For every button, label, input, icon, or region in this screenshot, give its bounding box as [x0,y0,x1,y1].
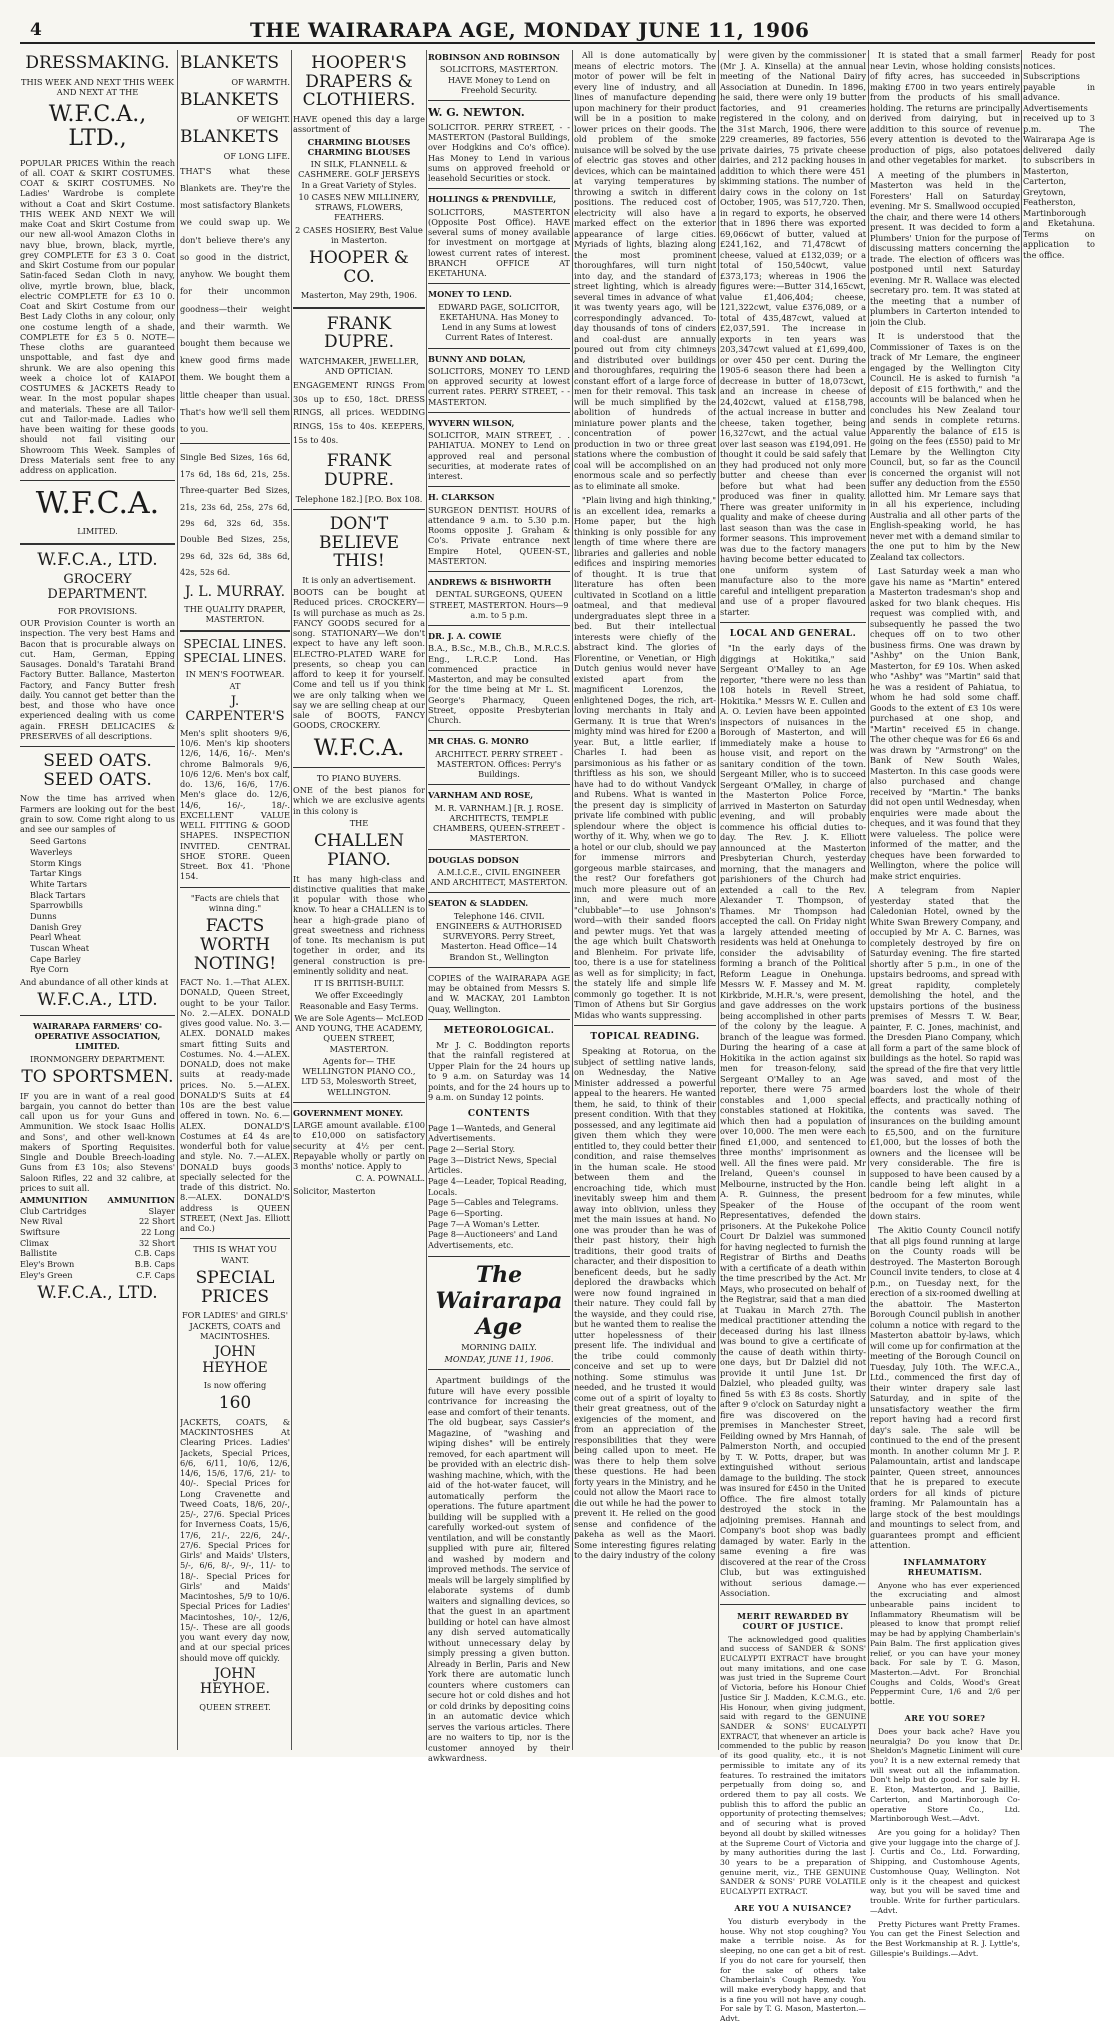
topical-reading-body: Speaking at Rotorua, on the subject of settling native lands, on Wednesday, the Native Minister addressed a powerful appeal to the hearers. He wanted them, he said, to think of their present condition. With that they possessed, and any legitimate aid given them which they were entitled to, they could better their condition, and raise themselves in the human scale. He stood between them and the encroaching tide, which must inevitably sweep him and them away into oblivion, unless they met the main issues at hand. No one was prouder than he was of their past history, their high traditions, their good traits of character, and their disposition to beneficent deeds, but he sadly deplored the drawbacks which were now found ingrained in their nature. They could fall by the wayside, and they could rise, but he wanted them to realise the utter hopelessness of their present life. The individual and the tribe could commonly conceive and set up to were nothing. Some stimulus was needed, and he trusted it would come out of a spirit of loyalty to their great greatness, out of the exigencies of the moment, and from an appreciation of the responsibilities that they were being called upon to meet. He was there to help them solve these questions. He had been forty years in the Ministry, and he could not allow the Maori race to die out while he had the power to prevent it. He relied on the good sense and confidence of the pakeha as well as the Maori. Some interesting figures relating to the dairy industry of the colony [574,1046,716,1560]
newton-body: SOLICITOR. PERRY STREET, - - MASTERTON (Pastoral Buildings, over Hodgkins and Co's office). Has Money to Lend in various sums on approved freehold or leasehold Securities or stock. [428,121,570,183]
list-item: Waverleys [30,847,73,858]
agents-for: Agents for— THE WELLINGTON PIANO CO., LTD 53, Molesworth Street, WELLINGTON. [301,1055,417,1097]
copies-notice: COPIES of the WAIRARAPA AGE may be obtained from Messrs S. and W. MACKAY, 201 Lambton Quay, Wellington. [428,972,570,1014]
column-1 [20,50,175,1307]
challen-title: CHALLEN PIANO. [314,831,404,870]
table-cell: C.F. Caps [136,1269,175,1280]
morning-daily: MORNING DAILY. [461,1341,537,1352]
government-money: GOVERNMENT MONEY. [293,1107,404,1118]
sportsmen-body: IF you are in want of a real good bargain, you cannot do better than call upon us for your Guns and Ammunition. We stock Isaac Hollis and Sons', and other well-known makers of Sporting Requisites. Single and Double Breech-loading Guns from £3 10s; also Stevens' Saloon Rifles, 22 and 32 calibre, at prices to suit all. [20,1090,175,1193]
bunny-title: BUNNY AND DOLAN, [428,353,526,364]
table-cell: B.B. Caps [134,1259,175,1270]
piano-buyers: TO PIANO BUYERS. [316,772,402,783]
column-4 [428,50,570,1768]
list-item: Seed Gartons [30,836,87,847]
list-item: Pearl Wheat [30,932,81,943]
napier-fire: A telegram from Napier yesterday stated that the Caledonian Hotel, owned by the White Swan Brewery Company, and occupied by Mr A. C. Barnes, was completely destroyed by fire on Saturday evening. The fire started shortly after 5 p.m., in one of the upstairs bedrooms, and spread with great rapidity, completely demolishing the hotel, and the upstairs portions of the business premises of Messrs T. W. Bear, painter, F. C. Jones, machinist, and the Dresden Piano Company, which all form a part of the same block of buildings as the hotel. So rapid was the spread of the fire that very little was saved, and most of the boarders lost the whole of their effects, and practically nothing of the contents was saved. The insurances on the building amount to £5,500, and on the furniture £1,000, but the losses of both the owners and the licensee will be very considerable. The fire is supposed to have been caused by a candle being left alight in a bedroom for a few minutes, while the occupant of the room went down stairs. [870,885,1020,1221]
government-money-body: LARGE amount available. £100 to £10,000 on satisfactory security at 4½ per cent. Repayable wholly or partly on 3 months' notice. Apply to [293,1120,425,1171]
list-item: Tuscan Wheat [30,943,89,954]
page-number: 4 [30,20,42,40]
newspaper-title: THE WAIRARAPA AGE, MONDAY JUNE 11, 1906 [250,18,810,42]
dont-believe-body: BOOTS can be bought at Reduced prices. CROCKERY—Is will purchase as much as 2s. FANCY GOODS secured for a song. STATIONARY—We don't expect to have any left soon. ELECTRO-PLATED WARE for presents, so cheap you can afford to keep it for yourself. Come and tell us if you think we are only talking when we say we are selling cheap at our sale of BOOTS, FANCY GOODS, CROCKERY. [293,587,425,731]
dressmaking-body: POPULAR PRICES Within the reach of all. COAT & SKIRT COSTUMES. COAT & SKIRT COSTUMES. No Ladies' Wardrobe is complete without a Coat and Skirt Costume. THIS WEEK AND NEXT We will make Coat and Skirt Costume from our new all-wool Amazon Cloths in navy blue, brown, black, myrtle, grey COMPLETE for £3 3 0. Coat and Skirt Costume from our popular Satin-faced Sedan Cloth in navy, olive, myrtle brown, blue, black, electric COMPLETE for £3 10 0. Coat and Skirt Costume from our Best Lady Cloths in any colour, only one costume length of a shade, COMPLETE for £3 5 0. NOTE—These cloths are guaranteed unspottable, and fast dye and shrunk. We are also opening this week a choice lot of KAIAPOI COSTUMES & JACKETS Ready to wear. In the most popular shapes and materials. These are all Tailor-cut and Tailor-made. Ladies who have been waiting for these goods should not fail visiting our Showroom This Week. Samples of Dress Materials sent free to any address on application. [20,157,175,476]
blankets-sub-2: OF WEIGHT. [236,113,290,124]
money-body: EDWARD PAGE, SOLICITOR, EKETAHUNA. Has Money to Lend in any Sums at lowest Current Rates of Interest. [438,301,560,343]
table-cell: Club Cartridges [20,1205,87,1216]
table-cell: New Rival [20,1216,63,1227]
merit-heading: MERIT REWARDED BY COURT OF JUSTICE. [737,1610,849,1631]
list-item: Storm Kings [30,857,82,868]
blankets-heading-1: BLANKETS [180,53,280,73]
heyhoe-end: JOHN HEYHOE. [199,1665,271,1698]
column-rule [177,50,178,1750]
meteorological-body: Mr J. C. Boddington reports that the rainfall registered at Upper Plain for the 24 hours up to 9 a.m. on Saturday was 14 points, and for the 24 hours up to 9 a.m. on Sunday 12 points. [428,1039,570,1103]
list-item: Black Tartars [30,889,86,900]
column-rule [426,50,427,1750]
column-rule [1021,50,1022,1750]
pownall-address: Solicitor, Masterton [293,1185,376,1196]
table-cell: 22 Long [141,1227,175,1238]
table-cell: Eley's Green [20,1269,73,1280]
list-item: Cape Barley [30,953,81,964]
monro-title: MR CHAS. G. MONRO [428,736,529,747]
engagement-rings: ENGAGEMENT RINGS From 30s up to £50, 18ct. DRESS RINGS, all prices. WEDDING RINGS, 15s to 40s. KEEPERS, 15s to 40s. [293,379,425,446]
mens-footwear: IN MEN'S FOOTWEAR. [185,668,285,679]
list-item: Sparrowbills [30,900,83,911]
challen-body: It has many high-class and distinctive qualities that make it popular with those who know. To hear a CHALLEN is to hear a high-grade piano of great sweetness and richness of tone. Its mechanism is put together in order, and its general construction is pre-eminently solidity and neat. [293,873,425,976]
seed-oats-body: Now the time has arrived when Farmers are looking out for the best grain to sow. Come right along to us and see our samples of [20,793,175,835]
table-cell: Slayer [148,1205,175,1216]
british-built: IT IS BRITISH-BUILT. [313,978,405,988]
wfca-logo: W.F.C.A. [35,486,160,522]
seaton-title: SEATON & SLADDEN. [428,898,529,909]
murray-name: J. L. MURRAY. [184,583,286,600]
facts-heading: FACTS WORTH NOTING! [193,916,277,974]
blankets-sub-1: OF WARMTH. [231,76,290,87]
wfca-limited: LIMITED. [77,526,118,537]
at-label: AT [229,681,241,692]
list-item: Danish Grey [30,921,82,932]
council-notices: The Akitio County Council notify that all pigs found running at large on the County roads will be destroyed. The Masterton Borough Council invite tenders, to close at 4 p.m., on Tuesday next, for the erection of a six-roomed dwelling at the abattoir. The Masterton Borough Council publish in another column a notice with regard to the Masterton abattoir by-laws, which will come up for confirmation at the meeting of the Borough Council on Tuesday, July 10th. The W.F.C.A., Ltd., commenced the first day of their winter drapery sale last Saturday, and in spite of the unsatisfactory weather the firm report having had a record first day's sale. The sale will be continued to the end of the present month. In another column Mr J. P. Palamountain, artist and landscape painter, Queen street, announces that he is prepared to execute orders for all kinds of picture framing. Mr Palamountain has a large stock of the best mouldings and mountings to select from, and guarantees prompt and efficient attention. [870,1225,1020,1550]
table-cell: Ballistite [20,1248,57,1259]
seed-oats-title: SEED OATS. SEED OATS. [43,751,152,790]
column-rule [291,50,292,1750]
table-row [20,1270,175,1281]
plain-living-article: "Plain living and high thinking," is an excellent idea, remarks a Home paper, but the high thinking is only possible for any length of time where there are libraries and galleries and noble edifices and inspiring memories of thought. It is true that literature has often been cultivated in Scotland on a little oatmeal, and that medieval undergraduates slept three in a bed. But their intellectual interests were chiefly of the abstract kind. The glories of Florentine, or Venetian, or High Dutch genius would never have existed apart from the magnificent Lorenzos, the enlightened Doges, the rich, art-loving merchants in Italy and Germany. It is true that Wren's mighty mind was hired for £200 a year. But, a little earlier, if Charles I. had been as parsimonious as his father or as thriftless as his son, we should have had to do without Vandyck and Rubens. What is wanted in the present day is simplicity of private life combined with public splendour where the object is worthy of it. Why, when we go to a hotel or our club, should we pay for immense mirrors and gorgeous marble staircases, and the rest? Our forefathers got much more pleasure out of an inn, and were much more "clubbable"—to use Johnson's word—with their sanded floors and pewter mugs. Yet that was the age which built Chatsworth and Blenheim. For private life, too, there is a use for stateliness as well as for simplicity; in fact, the stately life and simple life commonly go together. It is not Timon of Athens but Sir Gorgius Midas who wants suppressing. [574,495,716,1020]
seaton-body: Telephone 146. CIVIL ENGINEERS & AUTHORISED SURVEYORS. Perry Street, Masterton. Head Office—14 Brandon St., Wellington [436,910,562,962]
meteorological-heading: METEOROLOGICAL. [443,1025,555,1036]
special-lines: SPECIAL LINES. SPECIAL LINES. [183,637,287,665]
column-3 [293,50,425,1198]
masthead-rule [20,42,1095,44]
inflammatory-heading: INFLAMMATORY RHEUMATISM. [903,1556,987,1577]
heyhoe-body: JACKETS, COATS, & MACKINTOSHES At Clearing Prices. Ladies' Jackets, Special Prices, 6/6, 6/11, 10/6, 12/6, 14/6, 15/6, 17/6, 21/- to 40/-. Special Prices for Long Cravenette and Tweed Coats, 18/6, 20/-, 25/-, 27/6. Special Prices for Inverness Coats, 15/6, 17/6, 21/-, 22/6, 24/-, 27/6. Special Prices for Girls' and Maids' Ulsters, 5/-, 6/6, 8/-, 9/-, 11/- to 18/-. Special Prices for Girls' and Maids' Macintoshes, 5/9 to 10/6. Special Prices for Ladies' Macintoshes, 10/-, 12/6, 15/-. These are all goods you want every day now, and at our special prices should move off quickly. [180,1416,290,1663]
sore-heading: ARE YOU SORE? [904,1712,986,1723]
dupre-title-2: FRANK DUPRE. [323,451,394,490]
grocery-department: GROCERY DEPARTMENT. [47,572,148,602]
robinson-title: ROBINSON AND ROBINSON [428,52,561,62]
local-general-heading: LOCAL AND GENERAL. [729,629,857,639]
carpenter-name: J. CARPENTER'S [185,694,285,724]
grocery-company: W.F.C.A., LTD. [37,549,158,570]
carpenter-body: Men's split shooters 9/6, 10/6. Men's kip shooters 12/6, 14/6, 16/-. Men's chrome Balmorals 9/6, 10/6 12/6. Men's box calf, do. 13/6, 16/6, 17/6. Men's glace do. 12/6, 14/6, 16/-, 18/-. EXCELLENT VALUE WELL FITTING & GOOD SHAPES. INSPECTION INVITED. CENTRAL SHOE STORE. Queen Street. Box 41. 'Phone 154. [180,727,290,882]
monro-body: ARCHITECT. PERRY STREET - MASTERTON. Offices: Perry's Buildings. [435,748,563,779]
local-general-body: "In the early days of the diggings at Hokitika," said Sergeant O'Malley to an Age reporter, "there were no less than 108 hotels in Revell Street, Hokitika." Messrs W. E. Cullen and A. O. Levien have been appointed inspectors of nuisances in the Borough of Masterton, and will immediately make a house to house visit, and report on the sanitary condition of the town. Sergeant Miller, who is to succeed Sergeant O'Malley, in charge of the Masterton Police Force, arrived in Masterton on Saturday evening, and will probably commence his official duties to-day. The Rev. J. K. Elliott announced at the Masterton Presbyterian Church, yesterday morning, that the managers and parishioners of the Church had extended a call to the Rev. Alexander T. Thompson, of Thames. Mr Thompson had accepted the call. On Friday night a largely attended meeting of residents was held at Onehunga to consider the advisability of forming a branch of the Political Reform League in Onehunga. Messrs W. F. Massey and M. M. Kirkbride, M.H.R.'s, were present, and gave addresses on the work being accomplished in other parts of the colony by the league. A branch of the league was formed. During the hearing of a case at Hokitika in the action against six men for treason-felony, said Sergeant O'Malley to an Age reporter, there were 75 armed constables and 1,000 special constables stationed at Hokitika, which then had a population of over 10,000. The men were each fined £1,000, and sentenced to three months' imprisonment as well. All the fines were paid. Mr Ireland, Queen's counsel in Melbourne, instructed by the Hon. A. R. Guinness, the present Speaker of the House of Representatives, defended the prisoners. At the Pukekohe Police Court Dr Dalziel was summoned for having neglected to furnish the Registrar of Births and Deaths with a certificate of a death within the time prescribed by the Act. Mr Mays, who prosecuted on behalf of the Registrar, said that a man died at Tuakau in March 27th. The medical practitioner attending the deceased during his last illness was bound to give a certificate of the cause of death within thirty-one days, but Dr Dalziel did not provide it until June 1st. Dr Dalziel, who pleaded guilty, was fined 5s with £3 8s costs. Shortly after 9 o'clock on Saturday night a fire was discovered on the premises in Manchester Street, Feilding owned by Mrs Hannah, of Palmerston North, and occupied by T. W. Potts, draper, but was extinguished without serious damage to the building. The stock was insured for £450 in the United Office. The fire almost totally destroyed the stock in the adjoining premises. Hannah and Company's boot shop was badly damaged by water. Early in the same evening a fire was discovered at the rear of the Cross Club, but was extinguished without serious damage.—Association. [720,643,866,1598]
hoopers-title: HOOPER'S DRAPERS & CLOTHIERS. [302,53,416,111]
table-row [20,1206,175,1217]
levin-farmer: It is stated that a small farmer near Levin, whose holding consists of fifty acres, has succeeded in making £700 in two years entirely from the products of his small holding. The returns are principally derived from dairying, but in addition to this source of revenue every attention is devoted to the production of pigs, also potatoes and other vegetables for market. [870,50,1020,165]
table-row [20,1227,175,1238]
ammunition-col-2: AMMUNITION [107,1195,175,1206]
blouses-sub: IN SILK, FLANNELL & CASHMERE. GOLF JERSEYS In a Great Variety of Styles. [298,159,420,190]
blankets-body: THAT'S what these Blankets are. They're the most satisfactory Blankets we could swap up. We don't believe there's any so good in the district, anyhow. We bought them for their uncommon goodness—their weight and their warmth. We bought them because we knew good firms made them. We bought them a little cheaper than usual. That's how we'll sell them to you. [180,165,290,435]
dupre-title: FRANK DUPRE. [323,313,394,353]
list-item: Tartar Kings [30,868,82,879]
hoopers-body: HAVE opened this day a large assortment of [293,114,425,135]
sportsmen-title: TO SPORTSMEN. [21,1066,174,1087]
pownall: C. A. POWNALL. [355,1173,425,1184]
column-5 [574,50,716,1565]
column-6 [720,50,866,2028]
masthead [0,20,1114,42]
table-cell: C.B. Caps [134,1248,175,1259]
robinson-body: SOLICITORS, MASTERTON. HAVE Money to Lend on Freehold Security. [439,64,559,95]
newton-title: W. G. NEWTON. [428,106,525,119]
table-row [20,1259,175,1270]
money-title: MONEY TO LEND. [428,289,512,300]
list-item: Rye Corn [30,964,69,975]
column-rule [572,50,573,1750]
nuisance-body: You disturb everybody in the house. Why not stop coughing? You make a terrible noise. As for sleeping, no one can get a bit of rest. If you do not care for yourself, then for the sake of others take Chamberlain's Cough Remedy. You will make everybody happy, and that is a fine you will not have any cough. For sale by T. G. Mason, Masterton.—Advt. [720,1916,866,2024]
list-item: Page 2—Serial Story. [428,1144,516,1155]
wfca-ltd-footer: W.F.C.A., LTD. [37,1283,158,1304]
andrews-title: ANDREWS & BISHWORTH [428,577,552,587]
frames-notice: Pretty Pictures want Pretty Frames. You can get the Finest Selection and the Best Workmanship at R. J. Lyttle's, Gillespie's Buildings.—Advt. [870,1919,1020,1958]
dupre-sub: WATCHMAKER, JEWELLER, AND OPTICIAN. [299,356,419,377]
nuisance-heading: ARE YOU A NUISANCE? [734,1902,852,1913]
hollings-title: HOLLINGS & PRENDVILLE, [428,194,557,205]
ammunition-col-1: AMMUNITION [20,1195,88,1206]
wfca-ltd: W.F.C.A., LTD. [37,990,158,1011]
clarkson-title: H. CLARKSON [428,492,495,503]
table-cell: 22 Short [138,1216,175,1227]
coop-association: WAIRARAPA FARMERS' CO-OPERATIVE ASSOCIATION, LIMITED. [32,1020,163,1052]
contents-list [428,1123,570,1251]
seed-oats-end: And abundance of all other kinds at [20,977,169,987]
contents-heading: CONTENTS [467,1108,531,1119]
special-prices: SPECIAL PRICES [195,1267,275,1307]
column-rule [868,50,869,1750]
varnham-body: M. R. VARNHAM.] [R. J. ROSE. ARCHITECTS, TEMPLE CHAMBERS, QUEEN-STREET - MASTERTON. [433,802,565,844]
murray-subtitle: THE QUALITY DRAPER, MASTERTON. [184,603,286,625]
wyvern-body: SOLICITOR, MAIN STREET, . . PAHIATUA. MONEY to Lend on approved real and personal securities, at moderate rates of interest. [428,430,570,481]
provisions-body: OUR Provision Counter is worth an inspection. The very best Hams and Bacon that is procurable always on cut. Ham, German, Epping Sausages. Donald's Taratahi Brand Factory Butter. Ballance, Masterton Factory, and Fancy Butter fresh daily. You cannot get better than the best, and those who have once experienced dealing with us come again. FRESH DELICACIES & PRESERVES of all descriptions. [20,618,175,741]
table-row [20,1238,175,1249]
holiday-notice: Are you going for a holiday? Then give your luggage into the charge of J. J. Curtis and Co., Ltd. Forwarding, Shipping, and Customhouse Agents, Customhouse Quay, Wellington. Not only is it the cheapest and quickest way, but you will be saved time and trouble. Write for further particulars.—Advt. [870,1828,1020,1915]
table-row [20,1216,175,1227]
issue-date: MONDAY, JUNE 11, 1906. [444,1353,554,1364]
dodson-body: A.M.I.C.E., CIVIL ENGINEER AND ARCHITECT, MASTERTON. [430,866,568,887]
heyhoe-count: 160 [218,1393,252,1414]
column-2 [180,50,290,1714]
provisions-heading: FOR PROVISIONS. [57,605,138,616]
wyvern-title: WYVERN WILSON, [428,417,515,428]
blankets-sub-3: OF LONG LIFE. [223,150,290,161]
blanket-sizes: Single Bed Sizes, 16s 6d, 17s 6d, 18s 6d, 21s, 25s. Three-quarter Bed Sizes, 21s, 23s 6d, 25s, 27s 6d, 29s 6d, 32s 6d, 35s. Double Bed Sizes, 25s, 29s 6d, 32s 6d, 38s 6d, 42s, 52s 6d. [180,452,290,578]
seed-list [20,836,175,975]
column-7 [870,50,1020,1962]
leader-continued: All is done automatically by means of electric motors. The motor of power will be felt in every line of industry, and all lines of manufacture depending upon machinery for their product will be in a position to make lower prices on their goods. The old problem of the smoke nuisance will be solved by the use of electric gas stoves and other devices, which can be maintained at varying temperatures by throwing a switch in different positions. The reduced cost of electricity will also have a marked effect on the exterior appearance of large cities. Myriads of lights, blazing along the most prominent thoroughfares, will turn night into day, and the standard of street lighting, which is already several times in advance of what it was twenty years ago, will be correspondingly advanced. To-day thousands of tons of cinders and coal-dust are annually poured out from city chimneys and distributed over buildings and thoroughfares, requiring the constant effort of a large force of men for their removal. This task will be much simplified by the abolition of hundreds of miniature power plants and the concentration of power production in two or three great stations where the combustion of coal will be accomplished on an enormous scale and so perfectly as to eliminate all smoke. [574,50,716,491]
agents: We are Sole Agents— McLEOD AND YOUNG, THE ACADEMY, QUEEN STREET, MASTERTON. [294,1012,424,1054]
list-item: Page 8—Auctioneers' and Land Advertisements, etc. [428,1229,558,1250]
millinery: 10 CASES NEW MILLINERY, STRAWS, FLOWERS, FEATHERS. [298,191,420,223]
leader-article: Apartment buildings of the future will have every possible contrivance for increasing the ease and comfort of their tenants. The old bugbear, says Cassier's Magazine, of "washing and wiping dishes" will be entirely removed, for each apartment will be provided with an electric dish-washing machine, which, with the aid of the hot-water faucet, will automatically perform the operations. The future apartment building will be supplied with a carefully worked-out system of ventilation, and will be constantly supplied with pure air, filtered and washed by modern and improved methods. The service of meals will be largely simplified by elaborate systems of dumb waiters and signalling devices, so that the guest in an apartment building or hotel can have almost any dish served automatically without unnecessary delay by simply pressing a given button. Already in Berlin, Paris and New York there are automatic lunch counters where customers can secure hot or cold dishes and hot or cold drinks by depositing coins in an automatic device which serves the various articles. There are no waiters to tip, nor is the customer annoyed by their awkwardness. [428,1375,570,1764]
cheque-fraud: Last Saturday week a man who gave his name as "Martin" entered a Masterton tradesman's shop and asked for two blank cheques. His request was complied with, and subsequently he passed the two cheques off on to two other business firms. One was drawn by "Ashby" on the Union Bank, Masterton, for £9 10s. When asked who "Ashby" was "Martin" said that he was a resident of Pahiatua, to whom he had sold some chaff. Goods to the extent of £3 10s were purchased at one shop, and "Martin" received £5 in change. The other cheque was for £6 6s and was drawn by "Armstrong" on the Bank of New South Wales, Masterton. In this case goods were also purchased and change received by "Martin." The banks did not open until Wednesday, when enquiries were made about the cheques, and it was found that they were valueless. The police were informed of the matter, and the cheques have been forwarded to Wellington, where the police will make strict enquiries. [870,566,1020,881]
wfca-heading: W.F.C.A., LTD., [48,102,147,152]
list-item: Page 6—Sporting. [428,1208,503,1218]
table-cell: 32 Short [138,1237,175,1248]
dont-believe-title: DON'T BELIEVE THIS! [318,513,399,572]
table-cell: Swiftsure [20,1227,60,1238]
merit-body: The acknowledged good qualities and success of SANDER & SONS' EUCALYPTI EXTRACT have brought out many imitations, and one case was just tried in the Supreme Court of Victoria, before his Honour Chief Justice Sir J. Madden, K.C.M.G., etc. His Honour, when giving judgment, said with regard to the GENUINE SANDER & SONS' EUCALYPTI EXTRACT, that whenever an article is commended to the public by reason of its good quality, etc., it is not permissible to imitate any of its features. To restrained the imitators perpetually from doing so, and ordered them to pay all costs. We publish this to afford the public an opportunity of protecting themselves; and of securing what is proved beyond all doubt by skilled witnesses at the Supreme Court of Victoria and by many authorities during the last 30 years to be a preparation of genuine merit, viz., THE GENUINE SANDER & SONS' PURE VOLATILE EUCALYPTI EXTRACT. [720,1634,866,1897]
topical-reading-heading: TOPICAL READING. [590,1032,700,1042]
dressmaking-title: DRESSMAKING. [25,53,170,73]
hollings-body: SOLICITORS, MASTERTON (Opposite Post Office). HAVE several sums of money available for investment on mortgage at lowest current rates of interest. BRANCH OFFICE AT EKETAHUNA. [428,206,570,278]
tax-commissioner: It is understood that the Commissioner of Taxes is on the track of Mr Lemare, the engineer engaged by the Wellington City Council. He is asked to furnish "a deposit of £15 forthwith," and the accounts will be balanced when he concludes his New Zealand tour and sends in complete returns. Apparently the balance of £15 is going on the fees (£550) paid to Mr Lemare by the Wellington City Council, but, so far as the Council is concerned the organist will not suffer any deduction from the £550 allotted him. Mr Lemare says that in all his experience, including Australia and all other parts of the English-speaking world, he has never met with a demand similar to the one put to him by the New Zealand tax collectors. [870,331,1020,562]
facts-quote: "Facts are chiels that winna ding." [190,892,280,913]
list-item: Dunns [30,911,57,922]
list-item: Page 4—Leader, Topical Reading, Locals. [428,1176,567,1197]
clarkson-body: SURGEON DENTIST. HOURS of attendance 9 a.m. to 5.30 p.m. Rooms opposite J. Graham & Co's. Private entrance next Empire Hotel, QUEEN-ST., MASTERTON. [428,504,570,566]
piano-body: ONE of the best pianos for which we are exclusive agents in this colony is [293,785,425,816]
dupre-contact: Telephone 182.] [P.O. Box 108. [295,493,423,504]
heyhoe-address: QUEEN STREET. [199,1701,271,1712]
blankets-heading-2: BLANKETS [180,89,280,110]
column-8 [1023,50,1095,264]
column-rule [718,50,719,1750]
plumbers-meeting: A meeting of the plumbers in Masterton was held in the Foresters' Hall on Saturday evening. Mr S. Smallwood occupied the chair, and there were 14 others present. It was decided to form a Plumbers' Union for the purpose of discussing matters concerning the trade. The election of officers was postponed until next Saturday evening. Mr R. Wallace was elected secretary pro. tem. It was stated at the meeting that a number of plumbers in Carterton intended to join the Club. [870,169,1020,327]
list-item: Page 3—District News, Special Articles. [428,1154,557,1176]
terms: We offer Exceedingly Reasonable and Easy Terms. [299,990,419,1011]
table-row [20,1248,175,1259]
list-item: Page 7—A Woman's Letter. [428,1218,540,1229]
hooper-date: Masterton, May 29th, 1906. [300,290,418,301]
column-8-text: Ready for post notices. Subscriptions payable in advance. Advertisements received up to 3 p.m. The Wairarapa Age is delivered daily to subscribers in Masterton, Carterton, Greytown, Featherston, Martinborough and Eketahuna. Terms on application to the office. [1023,50,1095,260]
list-item: White Tartars [30,879,87,890]
hooper-co: HOOPER & CO. [309,248,409,287]
dairy-article: were given by the commissioner (Mr J. A. Kinsella) at the annual meeting of the National Dairy Association at Dunedin. In 1896, he said, there were only 19 butter factories, and 91 creameries registered in the colony, and on the 31st March, 1906, there were 229 creameries, 89 factories, 556 private dairies, 75 private cheese dairies, and 212 packing houses in addition to which there were 451 skimming stations. The number of dairy cows in the colony on 1st October, 1905, was 517,720. Then, in regard to exports, he observed that in 1896 there was exported 69,066cwt of butter, valued at £241,162, and 71,478cwt of cheese, valued at £132,039; or a total of 150,540cwt, value £373,173; whereas in 1906 the figures were:—Butter 314,165cwt, value £1,406,404; cheese, 121,322cwt, value £376,089, or a total of 435,487cwt, valued at £2,037,591. The increase in exports in ten years was 203,347cwt valued at £1,699,400, or over 450 per cent. During the 1905-6 season there had been a decrease in butter of 18,073cwt, and an increase in cheese of 24,402cwt, valued at £158,798, the actual increase in butter and cheese, taken together, being 16,327cwt, and the actual value over last season was £194,091. He thought it could be said safely that they had produced not only more butter and cheese than ever before but what had been produced was finer in quality. There was greater uniformity in quality and make of cheese during last season than was the case in former seasons. This improvement was due to the factory managers having become better educated to one uniform system of manufacture also to the more careful and intelligent preparation and use of a proper flavoured starter. [720,50,866,617]
varnham-title: VARNHAM AND ROSE, [428,790,534,801]
sore-body: Does your back ache? Have you neuralgia? Do you know that Dr. Sheldon's Magnetic Liniment will cure you? It is a new external remedy that will sweat out all the inflammation. Don't help but do good. For sale by H. E. Eton, Masterton, and J. Baillie, Carterton, and Martinborough Co-operative Store Co., Ltd. Martinborough West.—Advt. [870,1726,1020,1824]
facts-body: FACT No. 1.—That ALEX. DONALD, Queen Street, ought to be your Tailor. No. 2.—ALEX. DONALD gives good value. No. 3.—ALEX. DONALD makes smart fitting Suits and Costumes. No. 4.—ALEX. DONALD, does not make suits at ready-made prices. No. 5.—ALEX. DONALD'S Suits at £4 10s are the best value offered in town. No. 6.—ALEX. DONALD'S Costumes at £4 4s are wonderful both for value and style. No. 7.—ALEX. DONALD buys goods specially selected for the trade of this district. No. 8.—ALEX. DONALD'S address is QUEEN STREET, (Next Jas. Elliott and Co.) [180,977,290,1234]
blouses: CHARMING BLOUSES CHARMING BLOUSES [307,136,411,157]
heyhoe-sub: Is now offering [203,1379,267,1390]
table-cell: Climax [20,1237,49,1248]
wfca-logo-2: W.F.C.A. [313,735,405,761]
heyhoe-name: JOHN HEYHOE [202,1344,268,1376]
dressmaking-subtitle: THIS WEEK AND NEXT THIS WEEK AND NEXT AT THE [21,76,174,97]
bunny-body: SOLICITORS, MONEY TO LEND on approved security at lowest current rates. PERRY STREET, - - MASTERTON. [428,365,570,407]
dodson-title: DOUGLAS DODSON [428,854,520,865]
table-cell: Eley's Brown [20,1259,75,1270]
andrews-body: DENTAL SURGEONS, QUEEN STREET, MASTERTON. Hours—9 a.m. to 5 p.m. [429,589,569,620]
hosiery: 2 CASES HOSIERY, Best Value in Masterton. [295,224,423,245]
dont-believe-sub: It is only an advertisement. [302,574,416,585]
blankets-heading-3: BLANKETS [180,126,280,147]
paper-nameplate: The Wairarapa Age [435,1261,563,1340]
list-item: Page 5—Cables and Telegrams. [428,1197,559,1208]
heyhoe-pre: THIS IS WHAT YOU WANT. [193,1244,277,1265]
cowie-body: B.A., B.Sc., M.B., Ch.B., M.R.C.S. Eng., L.R.C.P. Lond. Has commenced practice in Masterton, and may be consulted for the time being at Mr L. St. George's Pharmacy, Queen Street, opposite Presbyterian Church. [428,643,570,725]
the-label: THE [349,817,369,828]
list-item: Page 1—Wanteds, and General Advertisements. [428,1122,556,1144]
ironmongery-heading: IRONMONGERY DEPARTMENT. [29,1053,166,1064]
ammunition-header [20,1195,175,1206]
inflammatory-body: Anyone who has ever experienced the excruciating and almost unbearable pains incident to Inflammatory Rheumatism will be pleased to know that prompt relief may be had by applying Chamberlain's Pain Balm. The first application gives relief, or you can have your money back. For sale by T. G. Mason, Masterton.—Advt. For Bronchial Coughs and Colds, Wood's Great Peppermint Cure, 1/6 and 2/6 per bottle. [870,1580,1020,1707]
cowie-title: DR. J. A. COWIE [428,631,502,641]
special-prices-sub: FOR LADIES' and GIRLS' JACKETS, COATS and MACINTOSHES. [182,1310,288,1341]
